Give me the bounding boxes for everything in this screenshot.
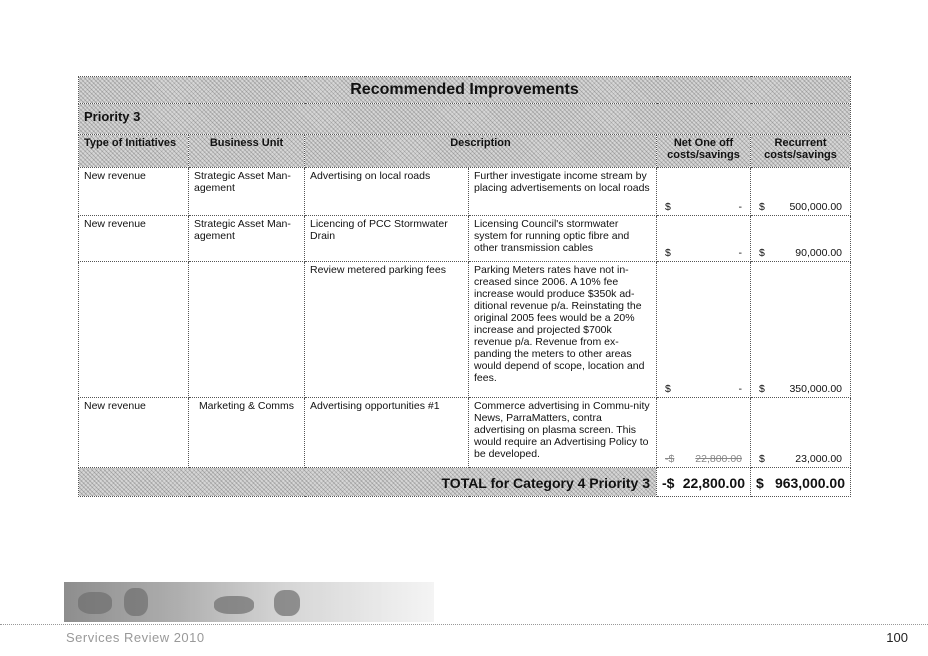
cell-detail: Commerce advertising in Commu-nity News, ParraMatters, contra advertising on plasma screen. This would require an Advertising Policy to be developed. xyxy=(469,398,657,468)
recurrent-value: 23,000.00 xyxy=(795,453,843,465)
footer-title: Services Review 2010 xyxy=(66,630,205,645)
recurrent-value: 90,000.00 xyxy=(795,247,843,259)
cell-recurrent xyxy=(751,262,851,398)
table-title: Recommended Improvements xyxy=(79,77,851,104)
cell-initiative: Review metered parking fees xyxy=(305,262,469,398)
total-row xyxy=(79,468,851,497)
cell-net xyxy=(657,262,751,398)
recurrent-value: 350,000.00 xyxy=(789,383,843,395)
net-value: - xyxy=(738,383,742,395)
cell-recurrent xyxy=(751,168,851,216)
cell-initiative: Licencing of PCC Stormwater Drain xyxy=(305,216,469,262)
cell-type: New revenue xyxy=(79,168,189,216)
total-recurrent xyxy=(751,468,851,497)
table-row xyxy=(79,262,851,398)
net-symbol: $ xyxy=(665,247,671,259)
total-net-symbol: -$ xyxy=(662,475,675,491)
recurrent-value: 500,000.00 xyxy=(789,201,843,213)
total-recurrent-symbol: $ xyxy=(756,475,764,491)
total-net xyxy=(657,468,751,497)
recurrent-symbol: $ xyxy=(759,247,765,259)
recommended-improvements-table xyxy=(78,76,851,497)
table-row xyxy=(79,398,851,468)
net-value: - xyxy=(738,247,742,259)
net-symbol: $ xyxy=(665,383,671,395)
priority-heading: Priority 3 xyxy=(79,104,851,135)
cell-business-unit: Strategic Asset Man-agement xyxy=(189,216,305,262)
table-row xyxy=(79,168,851,216)
table-row xyxy=(79,216,851,262)
net-value: 22,800.00 xyxy=(695,453,742,465)
header-net-one-off: Net One off costs/savings xyxy=(657,135,751,168)
cell-recurrent xyxy=(751,398,851,468)
net-symbol: $ xyxy=(665,201,671,213)
cell-business-unit: Strategic Asset Man-agement xyxy=(189,168,305,216)
cell-initiative: Advertising on local roads xyxy=(305,168,469,216)
cell-business-unit: Marketing & Comms xyxy=(189,398,305,468)
total-recurrent-value: 963,000.00 xyxy=(774,475,846,491)
cell-type: New revenue xyxy=(79,216,189,262)
header-description: Description xyxy=(305,135,657,168)
net-symbol: -$ xyxy=(665,453,675,465)
cell-business-unit xyxy=(189,262,305,398)
total-label: TOTAL for Category 4 Priority 3 xyxy=(79,468,657,497)
header-recurrent: Recurrent costs/savings xyxy=(751,135,851,168)
cell-type xyxy=(79,262,189,398)
cell-detail: Further investigate income stream by placing advertisements on local roads xyxy=(469,168,657,216)
net-value: - xyxy=(738,201,742,213)
cell-net xyxy=(657,398,751,468)
cell-net xyxy=(657,168,751,216)
header-business-unit: Business Unit xyxy=(189,135,305,168)
cell-detail: Parking Meters rates have not in-creased since 2006. A 10% fee increase would produce $350k ad-ditional revenue p/a. Reinstating the original 2005 fees would be a 20% increase and projected $700k revenue p/a. Revenue from ex-panding the meters to other areas would depend of scope, location and fees. xyxy=(469,262,657,398)
page-number: 100 xyxy=(886,630,908,645)
recurrent-symbol: $ xyxy=(759,453,765,465)
recurrent-symbol: $ xyxy=(759,383,765,395)
cell-recurrent xyxy=(751,216,851,262)
cell-type: New revenue xyxy=(79,398,189,468)
recurrent-symbol: $ xyxy=(759,201,765,213)
cell-initiative: Advertising opportunities #1 xyxy=(305,398,469,468)
header-type: Type of Initiatives xyxy=(79,135,189,168)
total-net-value: 22,800.00 xyxy=(682,475,745,491)
footer-divider xyxy=(0,624,928,625)
cell-net xyxy=(657,216,751,262)
cell-detail: Licensing Council's stormwater system for running optic fibre and other transmission cables xyxy=(469,216,657,262)
footer-photo-strip xyxy=(64,582,434,622)
